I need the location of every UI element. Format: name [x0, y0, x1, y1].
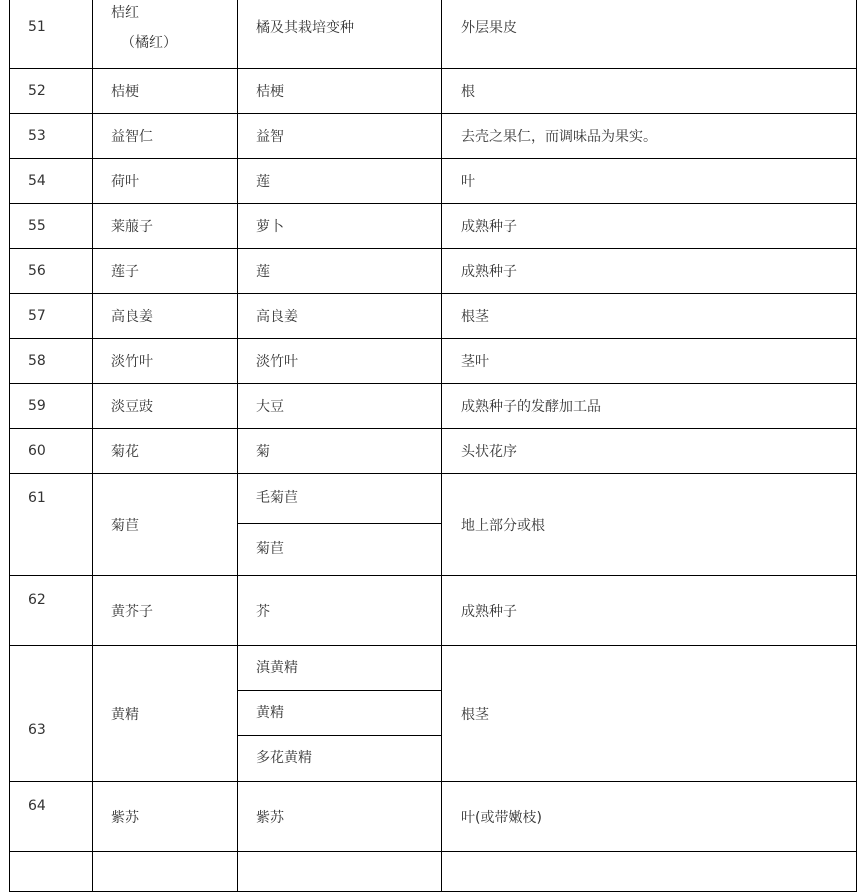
row-number: 53 [10, 114, 93, 159]
table-row [10, 576, 857, 646]
species: 芥 [238, 576, 442, 646]
herb-name: 紫苏 [93, 782, 238, 852]
used-part: 根茎 [442, 294, 857, 339]
herb-table [9, 0, 857, 892]
table-row [10, 384, 857, 429]
herb-name: 黄精 [93, 646, 238, 782]
herb-name [93, 852, 238, 892]
row-number: 55 [10, 204, 93, 249]
table-row [10, 114, 857, 159]
table-row [10, 0, 857, 69]
used-part: 成熟种子 [442, 204, 857, 249]
row-number: 60 [10, 429, 93, 474]
species: 橘及其栽培变种 [238, 0, 442, 69]
row-number: 52 [10, 69, 93, 114]
species: 毛菊苣 [238, 474, 441, 524]
used-part: 叶 [442, 159, 857, 204]
table-row [10, 782, 857, 852]
herb-name: 菊苣 [93, 474, 238, 576]
species: 菊 [238, 429, 442, 474]
table-row [10, 69, 857, 114]
row-number: 56 [10, 249, 93, 294]
species: 益智 [238, 114, 442, 159]
table-row [10, 429, 857, 474]
table-row [10, 249, 857, 294]
table-row [10, 474, 857, 576]
herb-name: 高良姜 [93, 294, 238, 339]
species [238, 852, 442, 892]
used-part: 茎叶 [442, 339, 857, 384]
row-number: 64 [10, 782, 93, 852]
species: 莲 [238, 159, 442, 204]
species: 大豆 [238, 384, 442, 429]
species: 高良姜 [238, 294, 442, 339]
herb-name: 桔梗 [93, 69, 238, 114]
table-row [10, 852, 857, 892]
herb-name: 莱菔子 [93, 204, 238, 249]
row-number: 61 [10, 474, 93, 576]
used-part: 去壳之果仁，而调味品为果实。 [442, 114, 857, 159]
species-cell [238, 474, 442, 576]
row-number: 63 [10, 646, 93, 782]
herb-name: 淡竹叶 [93, 339, 238, 384]
species: 桔梗 [238, 69, 442, 114]
herb-name: 益智仁 [93, 114, 238, 159]
row-number [10, 852, 93, 892]
table-row [10, 294, 857, 339]
used-part: 外层果皮 [442, 0, 857, 69]
used-part: 叶(或带嫩枝) [442, 782, 857, 852]
row-number: 51 [10, 0, 93, 69]
species: 莲 [238, 249, 442, 294]
species: 黄精 [238, 691, 441, 736]
used-part: 成熟种子 [442, 576, 857, 646]
used-part: 成熟种子的发酵加工品 [442, 384, 857, 429]
used-part: 根 [442, 69, 857, 114]
herb-name [93, 0, 238, 69]
species: 紫苏 [238, 782, 442, 852]
row-number: 59 [10, 384, 93, 429]
herb-name: 淡豆豉 [93, 384, 238, 429]
used-part [442, 852, 857, 892]
species: 萝卜 [238, 204, 442, 249]
herb-name: 荷叶 [93, 159, 238, 204]
herb-name-text: 桔红 [111, 4, 139, 21]
used-part: 成熟种子 [442, 249, 857, 294]
used-part: 头状花序 [442, 429, 857, 474]
row-number: 58 [10, 339, 93, 384]
table-row [10, 204, 857, 249]
species: 菊苣 [256, 541, 284, 557]
species: 滇黄精 [238, 646, 441, 691]
table-row [10, 339, 857, 384]
species-cell [238, 646, 442, 782]
table-row [10, 646, 857, 782]
herb-name: 菊花 [93, 429, 238, 474]
used-part: 根茎 [442, 646, 857, 782]
row-number: 54 [10, 159, 93, 204]
row-number: 57 [10, 294, 93, 339]
table-row [10, 159, 857, 204]
herb-name-alias: （橘红） [121, 34, 177, 51]
species: 多花黄精 [256, 750, 312, 766]
row-number: 62 [10, 576, 93, 646]
herb-name: 莲子 [93, 249, 238, 294]
used-part: 地上部分或根 [442, 474, 857, 576]
species: 淡竹叶 [238, 339, 442, 384]
herb-name: 黄芥子 [93, 576, 238, 646]
